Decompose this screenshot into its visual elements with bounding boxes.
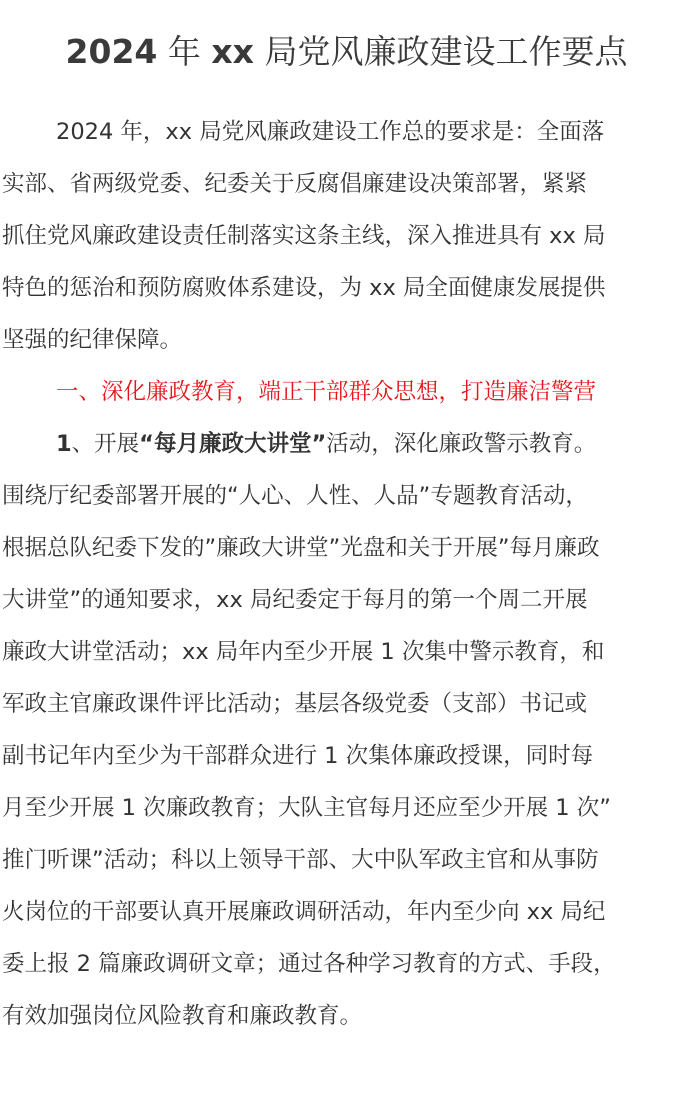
item1-paragraph-line: 有效加强岗位风险教育和廉政教育。 bbox=[2, 1003, 363, 1029]
intro-paragraph-line: 坚强的纪律保障。 bbox=[2, 327, 183, 353]
title-main-text: 局党风廉政建设工作要点 bbox=[253, 32, 628, 71]
intro-paragraph-line: 实部、省两级党委、纪委关于反腐倡廉建设决策部署，紧紧 bbox=[2, 171, 588, 197]
item1-heading-part2: 活动，深化廉政警示教育。 bbox=[326, 431, 597, 457]
item1-paragraph-line: 廉政大讲堂活动；xx 局年内至少开展 1 次集中警示教育，和 bbox=[2, 639, 605, 665]
intro-paragraph-line: 2024 年，xx 局党风廉政建设工作总的要求是：全面落 bbox=[56, 119, 605, 145]
title-year-unit: 年 bbox=[157, 32, 212, 71]
item1-heading-part1: 、开展 bbox=[71, 431, 140, 457]
section-heading: 一、深化廉政教育，端正干部群众思想，打造廉洁警营 bbox=[56, 379, 597, 405]
item1-paragraph-line: 围绕厅纪委部署开展的“人心、人性、人品”专题教育活动， bbox=[2, 483, 588, 509]
item1-paragraph-line: 军政主官廉政课件评比活动；基层各级党委（支部）书记或 bbox=[2, 691, 588, 717]
item1-number: 1 bbox=[56, 431, 72, 457]
title-year: 2024 bbox=[65, 32, 158, 71]
item1-heading-bold: “每月廉政大讲堂” bbox=[139, 431, 327, 457]
item1-paragraph-line: 根据总队纪委下发的”廉政大讲堂”光盘和关于开展”每月廉政 bbox=[2, 535, 600, 561]
item1-paragraph-line: 火岗位的干部要认真开展廉政调研活动，年内至少向 xx 局纪 bbox=[2, 899, 606, 925]
intro-paragraph-line: 抓住党风廉政建设责任制落实这条主线，深入推进具有 xx 局 bbox=[2, 223, 606, 249]
document-body bbox=[2, 106, 690, 1042]
item1-paragraph-line: 委上报 2 篇廉政调研文章；通过各种学习教育的方式、手段， bbox=[2, 951, 616, 977]
title-org-placeholder: xx bbox=[211, 32, 254, 71]
item1-heading bbox=[2, 418, 690, 470]
item1-paragraph-line: 月至少开展 1 次廉政教育；大队主官每月还应至少开展 1 次” bbox=[2, 795, 611, 821]
document-title bbox=[0, 26, 693, 78]
intro-paragraph-line: 特色的惩治和预防腐败体系建设，为 xx 局全面健康发展提供 bbox=[2, 275, 606, 301]
item1-paragraph-line: 副书记年内至少为干部群众进行 1 次集体廉政授课，同时每 bbox=[2, 743, 594, 769]
item1-paragraph-line: 推门听课”活动；科以上领导干部、大中队军政主官和从事防 bbox=[2, 847, 599, 873]
item1-paragraph-line: 大讲堂”的通知要求，xx 局纪委定于每月的第一个周二开展 bbox=[2, 587, 588, 613]
